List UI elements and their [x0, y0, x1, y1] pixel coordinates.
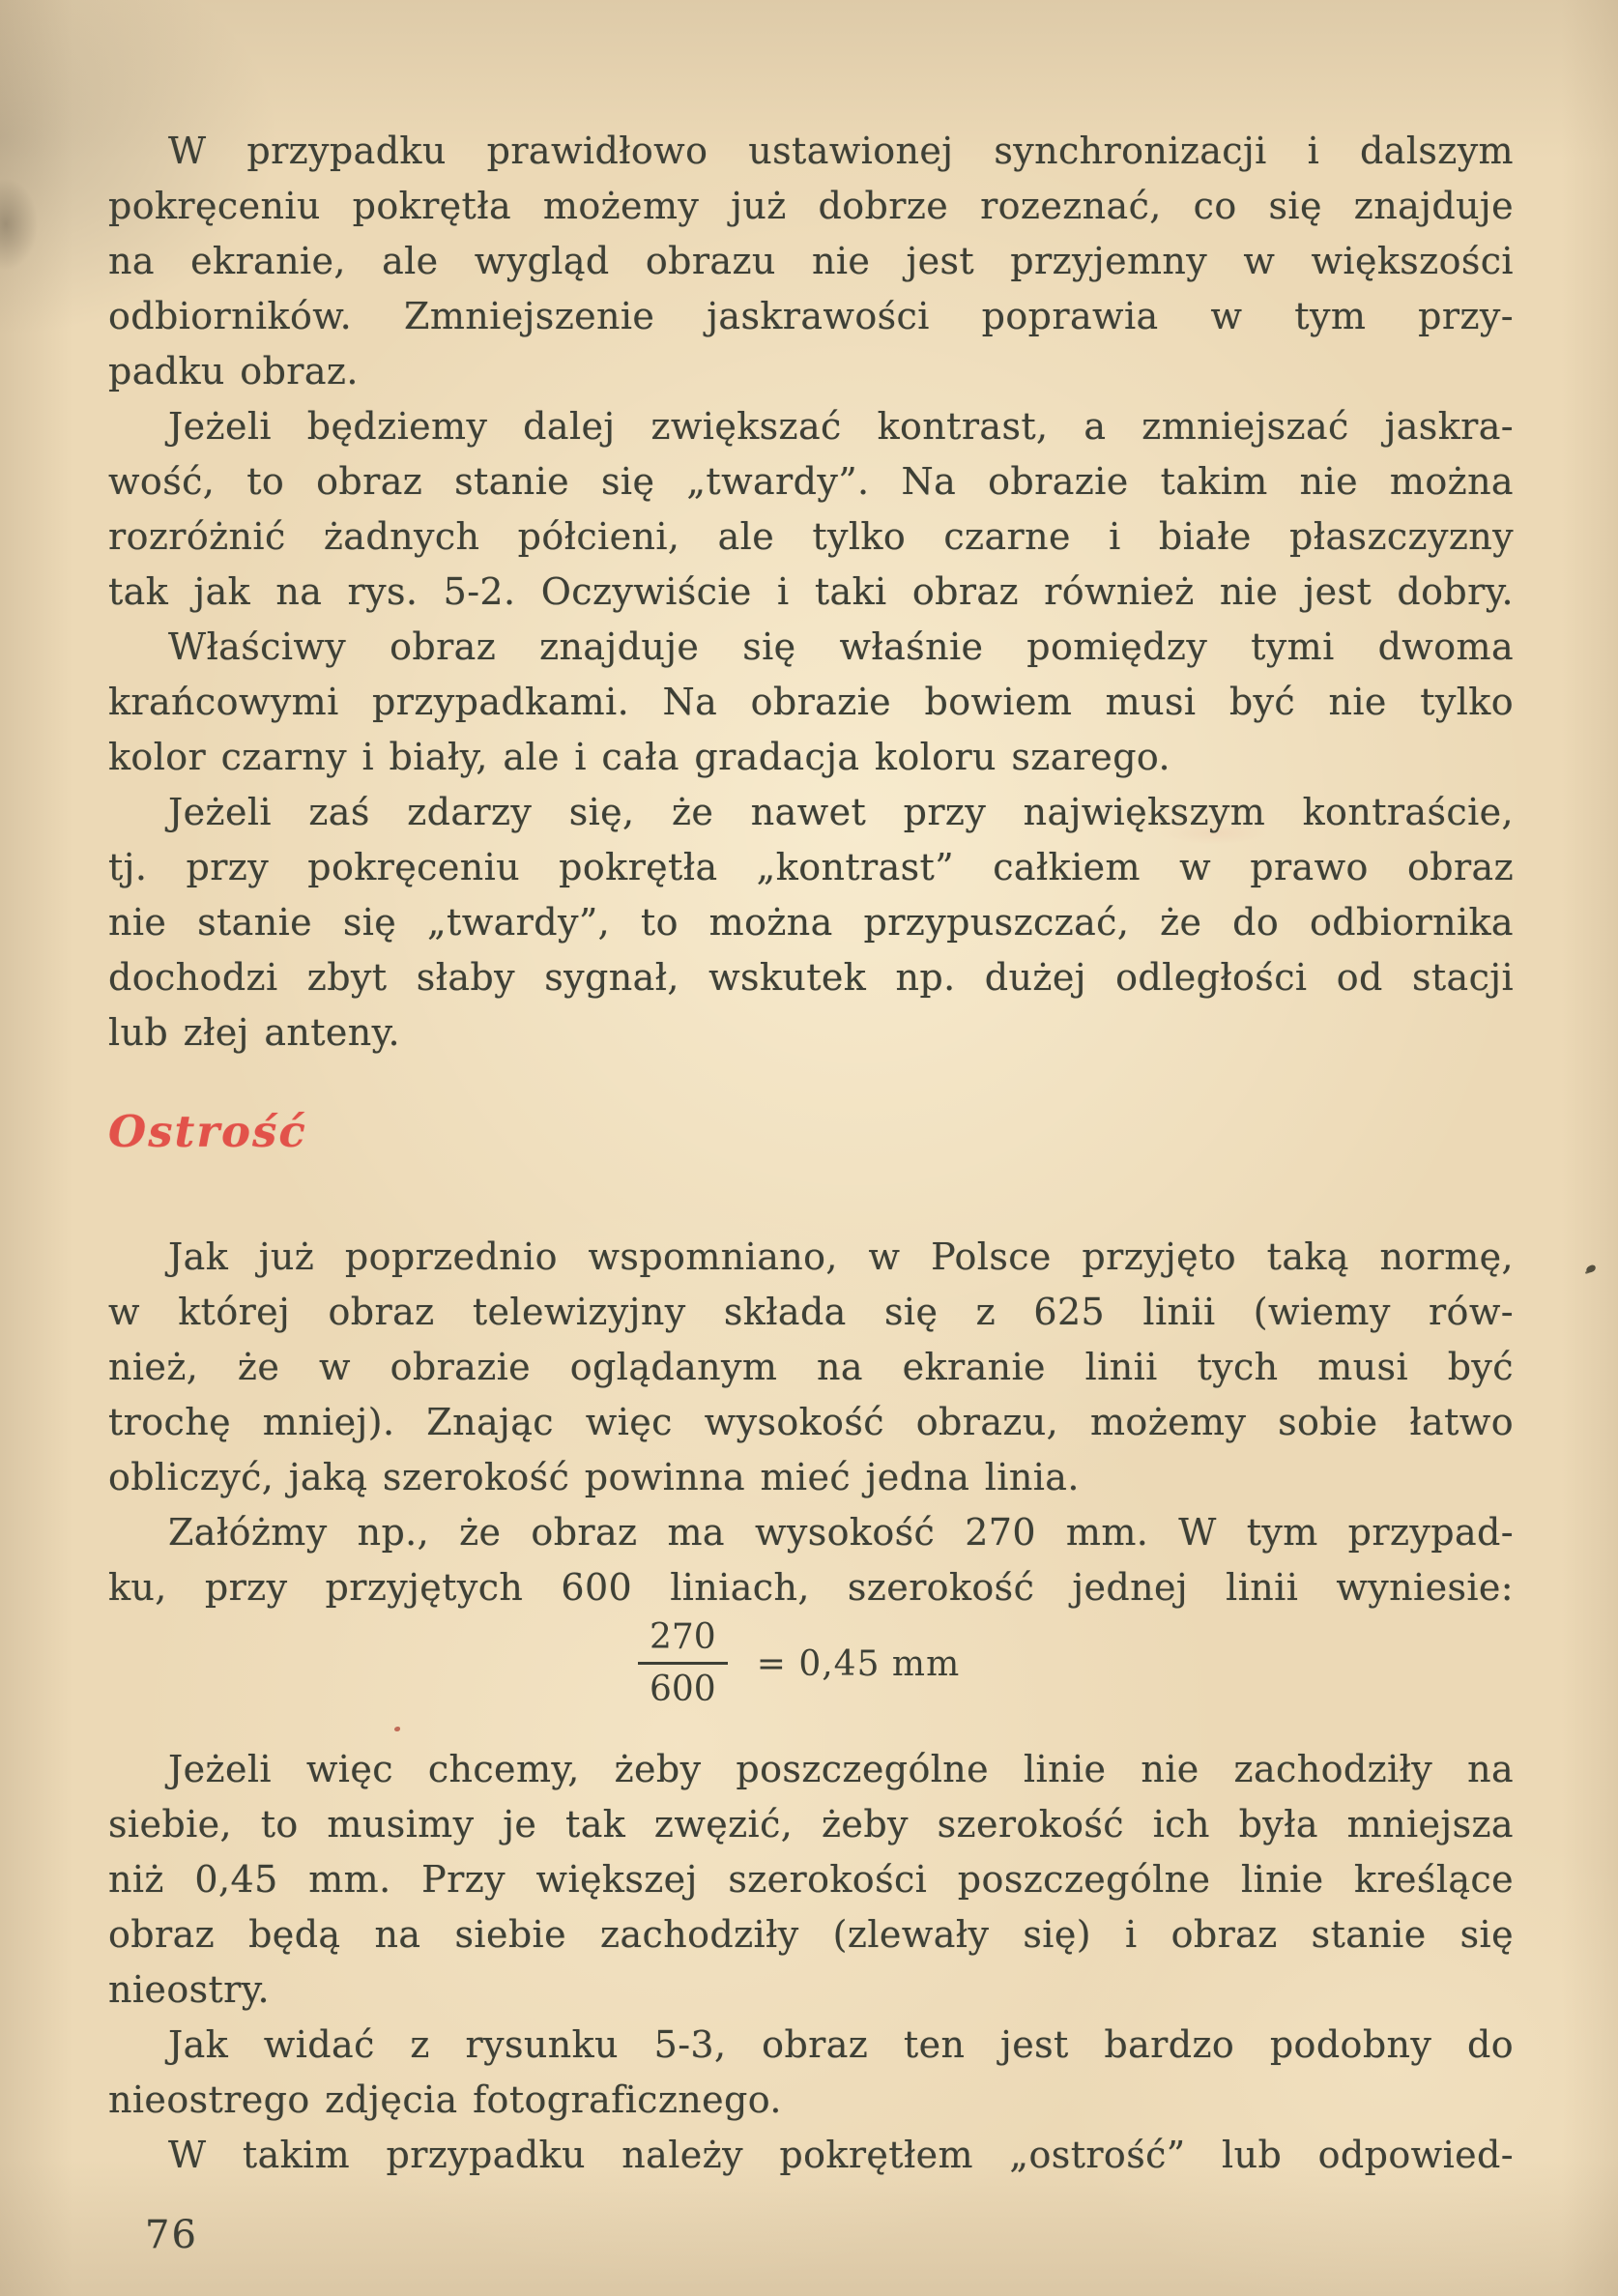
fraction-formula: [108, 1615, 1514, 1712]
paragraph: [108, 1505, 1514, 1615]
text-line: padku obraz.: [108, 350, 359, 392]
ink-speck: [1585, 1264, 1597, 1274]
text-line: Jeżeli więc chcemy, żeby poszczególne linie nie zachodziły na: [168, 1748, 1514, 1790]
text-line: ku, przy przyjętych 600 liniach, szerokość jednej linii wyniesie:: [108, 1566, 1514, 1609]
paragraph: [108, 1230, 1514, 1505]
text-line: obliczyć, jaką szerokość powinna mieć jedna linia.: [108, 1456, 1080, 1498]
text-line: Załóżmy np., że obraz ma wysokość 270 mm. W tym przypad-: [168, 1511, 1514, 1554]
paragraph: [108, 785, 1514, 1061]
text-line: rozróżnić żadnych półcieni, ale tylko czarne i białe płaszczyzny: [108, 515, 1514, 558]
text-line: w której obraz telewizyjny składa się z 625 linii (wiemy rów-: [108, 1291, 1514, 1333]
text-line: nieostry.: [108, 1968, 271, 2011]
paragraph: [108, 1742, 1514, 2018]
text-line: nież, że w obrazie oglądanym na ekranie linii tych musi być: [108, 1346, 1514, 1388]
text-line: tj. przy pokręceniu pokrętła „kontrast” całkiem w prawo obraz: [108, 846, 1514, 888]
fraction-denominator: 600: [650, 1670, 716, 1709]
text-line: dochodzi zbyt słaby sygnał, wskutek np. dużej odległości od stacji: [108, 956, 1514, 999]
text-line: niż 0,45 mm. Przy większej szerokości poszczególne linie kreślące: [108, 1858, 1514, 1901]
text-line: na ekranie, ale wygląd obrazu nie jest przyjemny w większości: [108, 240, 1514, 282]
text-line: krańcowymi przypadkami. Na obrazie bowiem musi być nie tylko: [108, 681, 1514, 723]
text-line: Jeżeli zaś zdarzy się, że nawet przy największym kontraście,: [168, 791, 1514, 833]
text-line: kolor czarny i biały, ale i cała gradacja koloru szarego.: [108, 736, 1171, 778]
text-line: odbiorników. Zmniejszenie jaskrawości poprawia w tym przy-: [108, 295, 1514, 337]
text-block: [108, 124, 1514, 2183]
paragraph: [108, 620, 1514, 785]
text-line: pokręceniu pokrętła możemy już dobrze rozeznać, co się znajduje: [108, 185, 1514, 227]
text-line: Jak już poprzednio wspomniano, w Polsce przyjęto taką normę,: [168, 1235, 1514, 1278]
text-line: nie stanie się „twardy”, to można przypuszczać, że do odbiornika: [108, 901, 1514, 944]
formula-result: = 0,45 mm: [756, 1643, 961, 1684]
paragraph: [108, 2128, 1514, 2183]
text-line: W przypadku prawidłowo ustawionej synchronizacji i dalszym: [168, 130, 1514, 172]
text-line: Właściwy obraz znajduje się właśnie pomiędzy tymi dwoma: [168, 625, 1514, 668]
text-line: obraz będą na siebie zachodziły (zlewały się) i obraz stanie się: [108, 1913, 1514, 1956]
text-line: wość, to obraz stanie się „twardy”. Na obrazie takim nie można: [108, 460, 1514, 503]
fraction-numerator: 270: [638, 1618, 728, 1665]
fraction: [638, 1618, 728, 1709]
text-line: siebie, to musimy je tak zwęzić, żeby szerokość ich była mniejsza: [108, 1803, 1514, 1846]
text-line: tak jak na rys. 5-2. Oczywiście i taki obraz również nie jest dobry.: [108, 570, 1514, 613]
page-number: 76: [145, 2213, 198, 2257]
paragraph: [108, 124, 1514, 399]
text-line: trochę mniej). Znając więc wysokość obrazu, możemy sobie łatwo: [108, 1401, 1514, 1443]
text-line: W takim przypadku należy pokrętłem „ostrość” lub odpowied-: [168, 2134, 1514, 2176]
paragraph: [108, 2018, 1514, 2128]
section-heading: Ostrość: [108, 1106, 307, 1157]
text-line: nieostrego zdjęcia fotograficznego.: [108, 2078, 782, 2121]
paragraph: [108, 399, 1514, 620]
text-line: lub złej anteny.: [108, 1011, 400, 1054]
text-line: Jak widać z rysunku 5-3, obraz ten jest bardzo podobny do: [168, 2023, 1514, 2066]
text-line: Jeżeli będziemy dalej zwiększać kontrast, a zmniejszać jaskra-: [168, 405, 1514, 448]
